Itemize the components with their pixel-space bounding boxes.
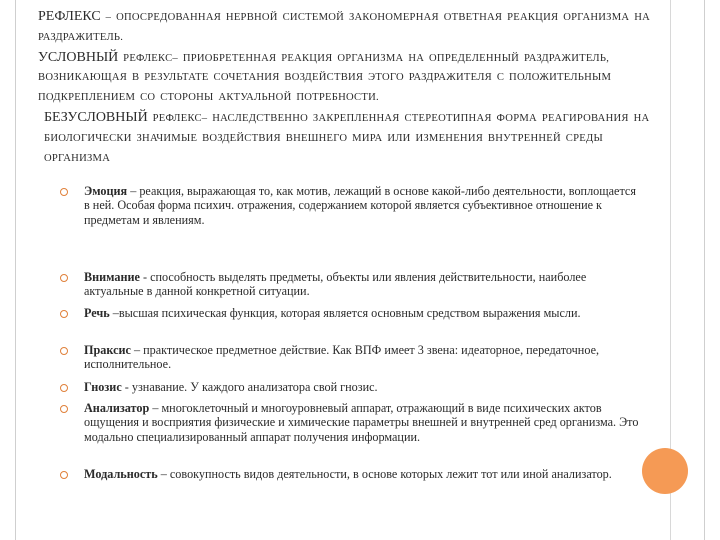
list-item-text: – многоклеточный и многоуровневый аппарат, отражающий в виде психических актов ощущения и восприятия физические и химические параметры внешней и внутренней сред организма. Это модально специализированный аппарат получения информации. <box>84 401 639 444</box>
definition-term: РЕФЛЕКС <box>38 9 101 24</box>
list-item <box>60 306 644 320</box>
bullet-circle-icon <box>60 384 68 392</box>
list-item-term: Модальность <box>84 467 158 481</box>
list-item-term: Гнозис <box>84 380 122 394</box>
list-item <box>60 184 644 227</box>
definition-conditioned-reflex <box>38 48 670 108</box>
bullet-circle-icon <box>60 471 68 479</box>
definition-unconditioned-reflex <box>38 108 670 168</box>
bullet-circle-icon <box>60 347 68 355</box>
list-item-term: Речь <box>84 306 110 320</box>
bullet-circle-icon <box>60 274 68 282</box>
list-item-term: Внимание <box>84 270 140 284</box>
bullet-circle-icon <box>60 405 68 413</box>
bullet-circle-icon <box>60 310 68 318</box>
orange-circle-decoration <box>642 448 688 494</box>
list-item <box>60 380 644 394</box>
list-item <box>60 343 644 372</box>
definition-text: РЕФЛЕКС– ПРИОБРЕТЕННАЯ РЕАКЦИЯ ОРГАНИЗМА НА ОПРЕДЕЛЕННЫЙ РАЗДРАЖИТЕЛЬ, ВОЗНИКАЮЩАЯ В РЕЗУЛЬТАТЕ СОЧЕТАНИЯ ВОЗДЕЙСТВИЯ ЭТОГО РАЗДРАЖИТЕЛЯ С ПОЛОЖИТЕЛЬНЫМ ПОДКРЕПЛЕНИЕМ СО СТОРОНЫ АКТУАЛЬНОЙ ПОТРЕБНОСТИ. <box>38 52 612 104</box>
list-item-text: – совокупность видов деятельности, в основе которых лежит тот или иной анализатор. <box>157 467 612 481</box>
definitions-block <box>38 7 670 168</box>
definition-reflex <box>38 7 670 48</box>
list-item-text: - способность выделять предметы, объекты или явления действительности, наиболее актуальные в данной конкретной ситуации. <box>84 270 587 299</box>
definition-term: УСЛОВНЫЙ <box>38 49 119 65</box>
list-item-text: – практическое предметное действие. Как ВПФ имеет 3 звена: идеаторное, передаточное, исполнительное. <box>84 343 600 372</box>
list-item-text: – реакция, выражающая то, как мотив, лежащий в основе какой-либо деятельности, воплощается в ней. Особая форма психич. отражения, содержанием которой является субъективное отношение к предметам и явлениям. <box>84 184 636 227</box>
list-item-term: Эмоция <box>84 184 128 198</box>
list-item-term: Праксис <box>84 343 131 357</box>
list-item-term: Анализатор <box>84 401 150 415</box>
list-item-text: - узнавание. У каждого анализатора свой гнозис. <box>121 380 378 394</box>
bullet-circle-icon <box>60 188 68 196</box>
definition-text: – ОПОСРЕДОВАННАЯ НЕРВНОЙ СИСТЕМОЙ ЗАКОНОМЕРНАЯ ОТВЕТНАЯ РЕАКЦИЯ ОРГАНИЗМА НА РАЗДРАЖИТЕЛЬ. <box>38 12 650 43</box>
list-item-text: –высшая психическая функция, которая является основным средством выражения мысли. <box>109 306 581 320</box>
definition-term: БЕЗУСЛОВНЫЙ <box>44 109 148 125</box>
definition-text: РЕФЛЕКС– НАСЛЕДСТВЕННО ЗАКРЕПЛЕННАЯ СТЕРЕОТИПНАЯ ФОРМА РЕАГИРОВАНИЯ НА БИОЛОГИЧЕСКИ ЗНАЧИМЫЕ ВОЗДЕЙСТВИЯ ВНЕШНЕГО МИРА ИЛИ ИЗМЕНЕНИЯ ВНУТРЕННЕЙ СРЕДЫ ОРГАНИЗМА <box>44 112 650 164</box>
list-item <box>60 401 644 444</box>
list-item <box>60 270 644 299</box>
list-item <box>60 467 644 481</box>
